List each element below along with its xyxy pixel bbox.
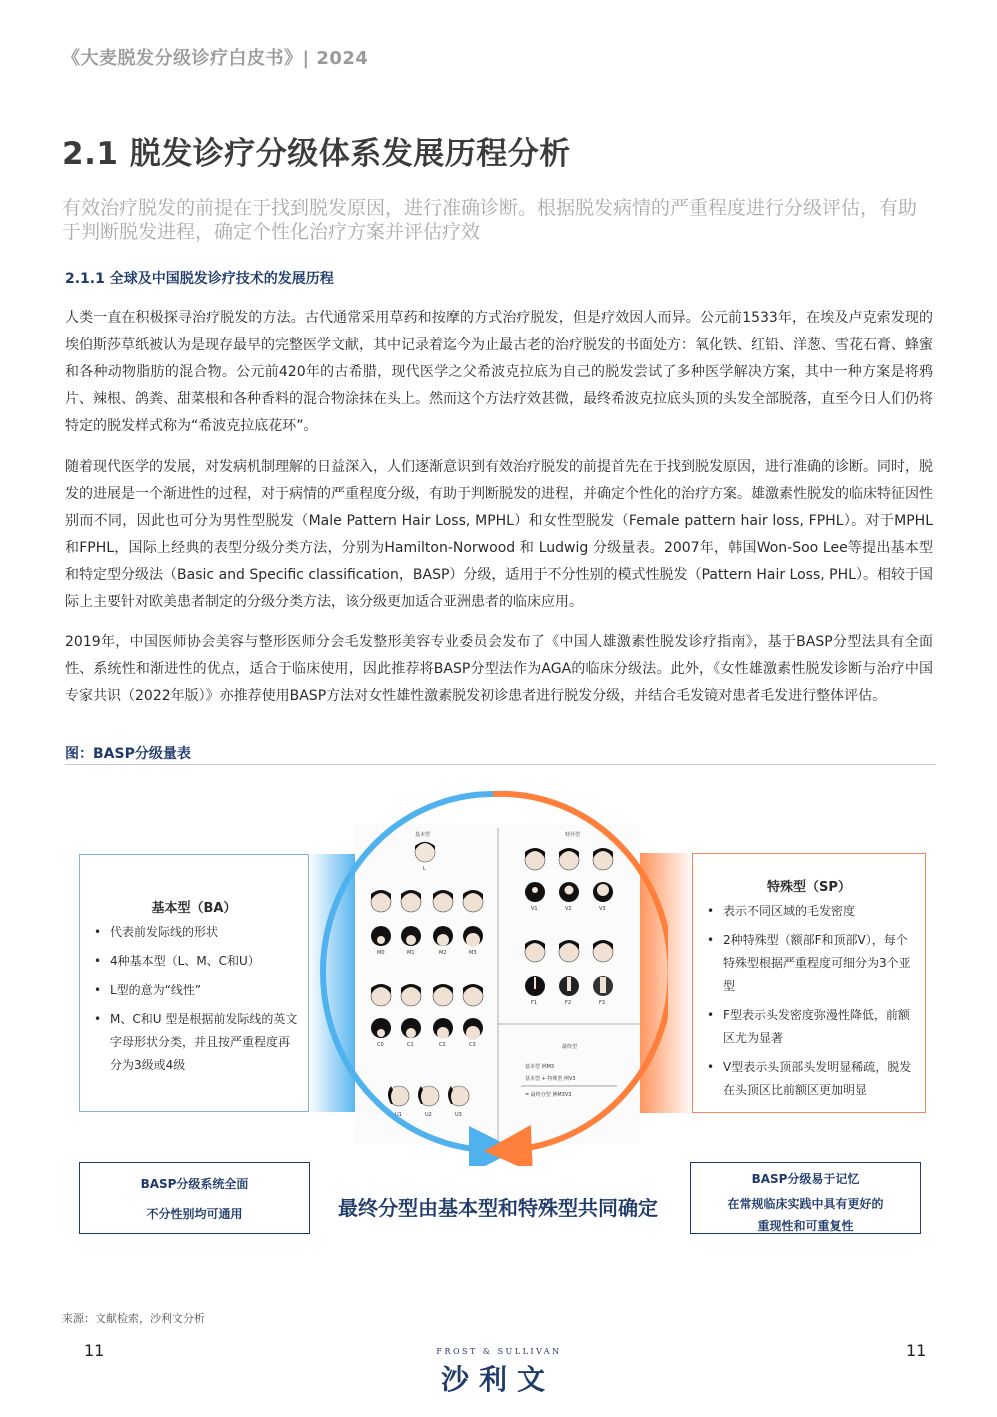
- basic-type-box: [79, 854, 309, 1112]
- head-label: M0: [377, 950, 385, 956]
- basp-circle: [318, 784, 668, 1166]
- comprehensive-box: [79, 1162, 310, 1234]
- basic-type-bullets: [94, 921, 299, 1083]
- head-label: F1: [531, 1000, 538, 1006]
- head-label: C0: [377, 1042, 384, 1048]
- basic-bullet: • 代表前发际线的形状: [94, 921, 299, 944]
- subsection-title: 2.1.1 全球及中国脱发诊疗技术的发展历程: [65, 271, 334, 287]
- basic-panel-label: 基本型: [415, 832, 431, 838]
- final-line: 基本型 例M3: [525, 1064, 555, 1070]
- specific-bullet: • V型表示头顶部头发明显稀疏，脱发在头顶区比前额区更加明显: [707, 1056, 917, 1102]
- head-label: V1: [531, 906, 538, 912]
- head-label: F2: [565, 1000, 572, 1006]
- basic-type-title: 基本型（BA）: [151, 901, 237, 916]
- specific-panel-label: 特异型: [565, 832, 581, 838]
- specific-type-box: [692, 853, 926, 1113]
- head-label: U3: [455, 1112, 462, 1118]
- comprehensive-line2: 不分性别均可通用: [146, 1207, 243, 1221]
- final-line: 基本型 + 特殊型 例V3: [525, 1076, 576, 1082]
- final-panel-label: 最终型: [562, 1044, 578, 1050]
- final-line: = 最终分型 例M3V3: [525, 1092, 572, 1098]
- head-label: C3: [469, 1042, 476, 1048]
- head-label: C1: [407, 1042, 414, 1048]
- head-label: V2: [565, 906, 572, 912]
- head-label: M3: [469, 950, 477, 956]
- basic-bullet: • 4种基本型（L、M、C和U）: [94, 950, 299, 973]
- head-label: U2: [425, 1112, 432, 1118]
- head-label: F3: [599, 1000, 606, 1006]
- basic-bullet: • L型的意为“线性”: [94, 979, 299, 1002]
- memorable-line2: 在常规临床实践中具有更好的: [727, 1197, 884, 1211]
- head-label: M2: [439, 950, 447, 956]
- memorable-line3: 重现性和可重复性: [757, 1219, 854, 1233]
- paragraph-modern: 随着现代医学的发展，对发病机制理解的日益深入，人们逐渐意识到有效治疗脱发的前提首先在于找到脱发原因，进行准确的诊断。同时，脱发的进展是一个渐进性的过程，对于病情的严重程度分级，有助于判断脱发的进程，并确定个性化的治疗方案。雄激素性脱发的临床特征因性别而不同，因此也可分为男性型脱发（Male Pattern Hair Loss, MPHL）和女性型脱发（Female pattern hair loss, FPHL）。对于MPHL和FPHL，国际上经典的表型分级分类方法，分别为Hamilton-Norwood 和 Ludwig 分级量表。2007年，韩国Won-Soo Lee等提出基本型和特定型分级法（Basic and Specific classification，BASP）分级，适用于不分性别的模式性脱发（Pattern Hair Loss, PHL）。相较于国际上主要针对欧美患者制定的分级分类方法，该分级更加适合亚洲患者的临床应用。: [65, 459, 933, 610]
- frost-sullivan-logo-cn: 沙利文: [440, 1363, 555, 1396]
- head-label: M1: [407, 950, 415, 956]
- final-classification-caption: 最终分型由基本型和特殊型共同确定: [338, 1196, 658, 1220]
- page-number-right: 11: [906, 1341, 927, 1360]
- basic-bullet: • M、C和U 型是根据前发际线的英文字母形状分类，并且按严重程度再分为3级或4级: [94, 1008, 299, 1077]
- basp-diagram: [0, 770, 997, 1290]
- head-label: U1: [395, 1112, 402, 1118]
- source-note: 来源：文献检索，沙利文分析: [62, 1312, 205, 1325]
- comprehensive-line1: BASP分级系统全面: [140, 1177, 249, 1191]
- specific-bullet: • 表示不同区域的毛发密度: [707, 900, 917, 923]
- frost-sullivan-logo-text: FROST & SULLIVAN: [436, 1347, 562, 1356]
- paragraph-history: 人类一直在积极探寻治疗脱发的方法。古代通常采用草药和按摩的方式治疗脱发，但是疗效因人而异。公元前1533年，在埃及卢克索发现的埃伯斯莎草纸被认为是现存最早的完整医学文献，其中记录着迄今为止最古老的治疗脱发的书面处方：氧化铁、红铅、洋葱、雪花石膏、蜂蜜和各种动物脂肪的混合物。公元前420年的古希腊，现代医学之父希波克拉底为自己的脱发尝试了多种医学解决方案，其中一种方案是将鸦片、辣根、鸽粪、甜菜根和各种香料的混合物涂抹在头上。然而这个方法疗效甚微，最终希波克拉底头顶的头发全部脱落，直至今日人们仍将特定的脱发样式称为“希波克拉底花环”。: [65, 310, 933, 434]
- head-label: L: [423, 866, 426, 872]
- head-label: V3: [599, 906, 606, 912]
- document-header-title: 《大麦脱发分级诊疗白皮书》| 2024: [62, 48, 369, 69]
- figure-divider: [65, 764, 936, 765]
- cycle-arrows: [318, 784, 668, 1166]
- section-title: 2.1 脱发诊疗分级体系发展历程分析: [62, 136, 571, 172]
- specific-bullet: • 2种特殊型（额部F和顶部V），每个特殊型根据严重程度可细分为3个亚型: [707, 929, 917, 998]
- section-intro: 有效治疗脱发的前提在于找到脱发原因，进行准确诊断。根据脱发病情的严重程度进行分级评估，有助于判断脱发进程，确定个性化治疗方案并评估疗效: [62, 197, 918, 243]
- paragraph-guideline: 2019年，中国医师协会美容与整形医师分会毛发整形美容专业委员会发布了《中国人雄激素性脱发诊疗指南》，基于BASP分型法具有全面性、系统性和渐进性的优点，适合于临床使用，因此推荐将BASP分型法作为AGA的临床分级法。此外，《女性雄激素性脱发诊断与治疗中国专家共识（2022年版）》亦推荐使用BASP方法对女性雄性激素脱发初诊患者进行脱发分级，并结合毛发镜对患者毛发进行整体评估。: [65, 634, 933, 704]
- head-label: C2: [439, 1042, 446, 1048]
- memorable-box: [690, 1162, 921, 1234]
- specific-bullet: • F型表示头发密度弥漫性降低，前额区尤为显著: [707, 1004, 917, 1050]
- page-number-left: 11: [84, 1341, 105, 1360]
- memorable-line1: BASP分级易于记忆: [751, 1172, 860, 1186]
- figure-label: 图：BASP分级量表: [65, 746, 191, 762]
- specific-type-title: 特殊型（SP）: [767, 880, 851, 895]
- specific-type-bullets: [707, 900, 917, 1108]
